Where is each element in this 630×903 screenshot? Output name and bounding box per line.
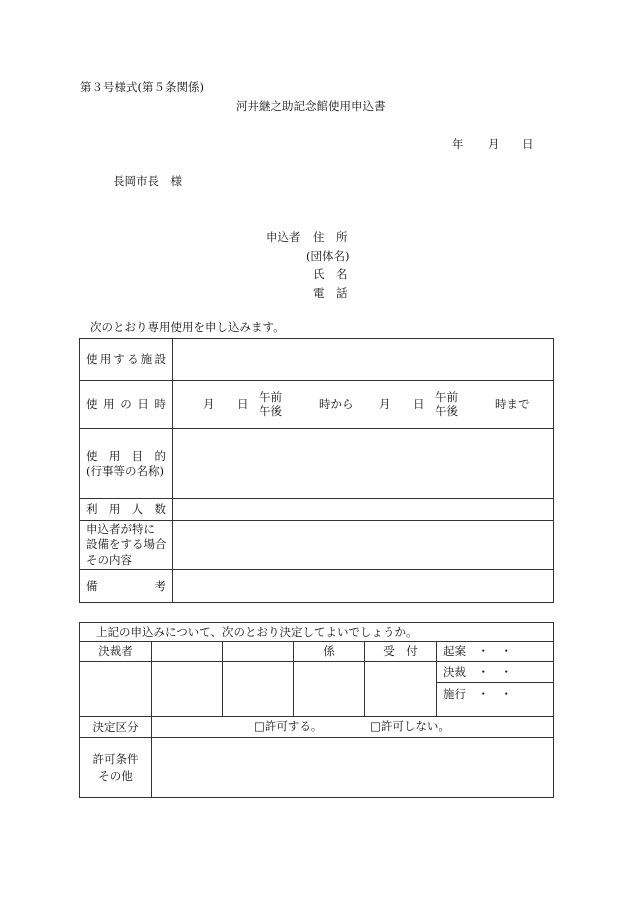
remarks-label: 備 考 (86, 578, 166, 593)
permit-checkbox[interactable]: □許可する。 (254, 719, 323, 733)
approval-date-label: 決裁 ・ ・ (443, 664, 512, 679)
conditions-row (80, 738, 554, 798)
start-pm-label: 午後 (259, 404, 282, 418)
staff-label-cell (294, 642, 365, 662)
approver-seal-2[interactable] (152, 662, 223, 717)
equipment-label-cell (80, 521, 173, 570)
staff-seal[interactable] (294, 662, 365, 717)
category-label-cell (80, 717, 152, 738)
datetime-label: 使 用 の 日 時 (86, 397, 166, 412)
category-row (80, 717, 554, 738)
date-month: 月 (488, 137, 500, 151)
attendees-label-cell (80, 499, 173, 521)
conditions-label-line1: 許可条件 (92, 752, 139, 767)
category-options-cell (152, 717, 554, 738)
equipment-label-line2: 設備をする場合 (86, 537, 167, 552)
facility-label: 使 用 す る 施 設 (86, 352, 166, 367)
question-row (80, 623, 554, 642)
question-cell (80, 623, 554, 642)
to-hour-label: 時まで (495, 397, 530, 411)
category-label: 決定区分 (92, 719, 139, 734)
conditions-input[interactable] (152, 738, 554, 798)
applicant-name-label: 氏 名 (313, 267, 348, 281)
equipment-input[interactable] (173, 521, 554, 570)
facility-row (80, 339, 554, 381)
decision-table (79, 622, 554, 798)
end-am-label: 午前 (435, 390, 458, 404)
attendees-input[interactable] (173, 499, 554, 521)
applicant-label: 申込者 (266, 230, 301, 244)
purpose-label: 使 用 目 的 (86, 449, 166, 464)
deny-checkbox[interactable]: □許可しない。 (370, 719, 450, 733)
facility-input[interactable] (173, 339, 554, 381)
equipment-label-line1: 申込者が特に (86, 521, 155, 536)
attendees-row (80, 499, 554, 521)
attendees-label: 利 用 人 数 (86, 502, 166, 517)
draft-date-label: 起案 ・ ・ (443, 644, 512, 659)
purpose-row (80, 429, 554, 499)
approver-header-blank-2 (223, 642, 294, 662)
datetime-row (80, 381, 554, 429)
remarks-input[interactable] (173, 570, 554, 603)
reception-label-cell (365, 642, 437, 662)
applicant-address-label: 住 所 (313, 230, 348, 244)
equipment-row (80, 521, 554, 570)
approval-date-cell[interactable] (437, 662, 554, 683)
start-day-label: 日 (237, 397, 249, 411)
form-title: 河井継之助記念館使用申込書 (236, 99, 386, 113)
date-day: 日 (522, 137, 534, 151)
equipment-label-line3: その内容 (86, 552, 132, 567)
end-day-label: 日 (413, 397, 425, 411)
decision-question: 上記の申込みについて、次のとおり決定してよいでしょうか。 (96, 624, 418, 639)
date-year: 年 (452, 137, 464, 151)
start-month-label: 月 (203, 397, 215, 411)
conditions-label-line2: その他 (98, 768, 133, 783)
form-number: 第３号様式(第５条関係) (80, 80, 204, 94)
reception-label: 受 付 (383, 644, 418, 659)
facility-label-cell (80, 339, 173, 381)
draft-date-cell[interactable] (437, 642, 554, 662)
approver-seal-1[interactable] (80, 662, 152, 717)
approver-header-row (80, 642, 554, 662)
remarks-row (80, 570, 554, 603)
enforcement-date-cell[interactable] (437, 683, 554, 717)
staff-label: 係 (323, 644, 335, 659)
approver-seal-3[interactable] (223, 662, 294, 717)
approver-label: 決裁者 (98, 644, 133, 659)
applicant-group-label: (団体名) (306, 249, 350, 263)
enforcement-date-label: 施行 ・ ・ (443, 687, 512, 701)
end-month-label: 月 (379, 397, 391, 411)
reception-seal[interactable] (365, 662, 437, 717)
datetime-input[interactable] (173, 381, 554, 429)
datetime-label-cell (80, 381, 173, 429)
conditions-label-cell (80, 738, 152, 798)
start-am-label: 午前 (259, 390, 282, 404)
approver-header-blank-1 (152, 642, 223, 662)
purpose-label-cell (80, 429, 173, 499)
remarks-label-cell (80, 570, 173, 603)
approval-date-row (80, 662, 554, 683)
from-hour-label: 時から (319, 397, 354, 411)
applicant-phone-label: 電 話 (313, 286, 348, 300)
purpose-input[interactable] (173, 429, 554, 499)
purpose-sublabel: (行事等の名称) (86, 463, 164, 478)
addressee: 長岡市長 様 (113, 174, 182, 188)
usage-table (79, 338, 554, 603)
approver-label-cell (80, 642, 152, 662)
end-pm-label: 午後 (435, 404, 458, 418)
intro-text: 次のとおり専用使用を申し込みます。 (90, 320, 285, 334)
